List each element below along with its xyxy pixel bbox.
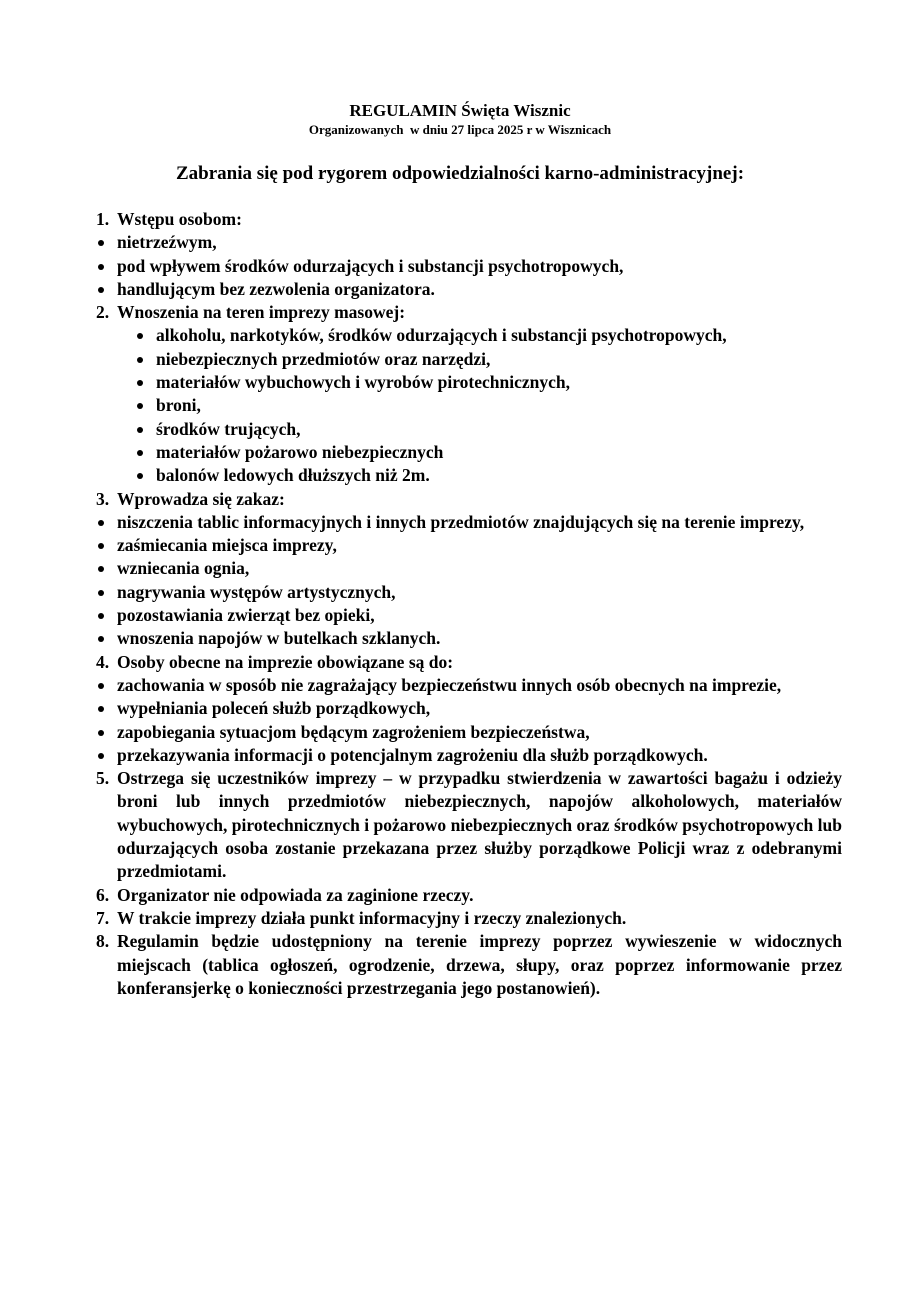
list-item: niebezpiecznych przedmiotów oraz narzędzi, (135, 348, 842, 371)
list-item: nagrywania występów artystycznych, (96, 581, 842, 604)
list-item: wypełniania poleceń służb porządkowych, (96, 697, 842, 720)
list-item: pozostawiania zwierząt bez opieki, (96, 604, 842, 627)
section-number: 7. (96, 907, 110, 928)
list-item: balonów ledowych dłuższych niż 2m. (135, 464, 842, 487)
section-number: 2. (96, 302, 110, 323)
section-number: 6. (96, 884, 110, 905)
list-item: zachowania w sposób nie zagrażający bezpieczeństwu innych osób obecnych na imprezie, (96, 674, 842, 697)
section-heading: Osoby obecne na imprezie obowiązane są do: (117, 651, 454, 672)
list-item: zaśmiecania miejsca imprezy, (96, 534, 842, 557)
list-item: materiałów wybuchowych i wyrobów pirotechnicznych, (135, 371, 842, 394)
section-paragraph: W trakcie imprezy działa punkt informacyjny i rzeczy znalezionych. (117, 907, 627, 928)
section-heading: Wstępu osobom: (117, 209, 242, 229)
section-paragraph: Organizator nie odpowiada za zaginione rzeczy. (117, 884, 474, 905)
list-item: zapobiegania sytuacjom będącym zagrożeniem bezpieczeństwa, (96, 721, 842, 744)
section-1-items (96, 231, 842, 301)
list-item: przekazywania informacji o potencjalnym zagrożeniu dla służb porządkowych. (96, 744, 842, 767)
list-item: handlującym bez zezwolenia organizatora. (96, 278, 842, 301)
section-2-items (96, 324, 842, 487)
list-item: pod wpływem środków odurzających i substancji psychotropowych, (96, 255, 842, 278)
list-item: środków trujących, (135, 418, 842, 441)
section-6 (96, 884, 842, 907)
section-4 (96, 651, 842, 674)
list-item: nietrzeźwym, (96, 231, 842, 254)
section-2 (96, 301, 842, 324)
section-number: 4. (96, 651, 110, 672)
document-title: REGULAMIN Święta Wisznic (349, 101, 571, 120)
section-heading: Wprowadza się zakaz: (117, 488, 285, 509)
section-paragraph: Ostrzega się uczestników imprezy – w przypadku stwierdzenia w zawartości bagażu i odzieży broni lub innych przedmiotów niebezpiecznych, napojów alkoholowych, materiałów wybuchowych, pirotechnicznych i pożarowo niebezpiecznych oraz środków psychotropowych lub odurzających osoba zostanie przekazana przez służby porządkowe Policji wraz z odebranymi przedmiotami. (117, 768, 842, 882)
list-item: wzniecania ognia, (96, 557, 842, 580)
section-number: 1. (96, 209, 110, 229)
section-number: 3. (96, 488, 110, 509)
section-8 (96, 930, 842, 1000)
section-7 (96, 907, 842, 930)
document-intro: Zabrania się pod rygorem odpowiedzialności karno-administracyjnej: (175, 163, 745, 184)
list-item: materiałów pożarowo niebezpiecznych (135, 441, 842, 464)
section-5 (96, 767, 842, 883)
list-item: broni, (135, 394, 842, 417)
section-heading: Wnoszenia na teren imprezy masowej: (117, 302, 406, 323)
section-paragraph: Regulamin będzie udostępniony na terenie imprezy poprzez wywieszenie w widocznych miejscach (tablica ogłoszeń, ogrodzenie, drzewa, słupy, oraz poprzez informowanie przez konferansjerkę o konieczności przestrzegania jego postanowień). (117, 931, 842, 998)
section-3-items (96, 511, 842, 651)
list-item: wnoszenia napojów w butelkach szklanych. (96, 627, 842, 650)
regulations-list (96, 208, 842, 1000)
section-number: 5. (96, 768, 110, 789)
section-3 (96, 488, 842, 511)
list-item: alkoholu, narkotyków, środków odurzających i substancji psychotropowych, (135, 324, 842, 347)
section-4-items (96, 674, 842, 767)
section-1 (96, 208, 842, 231)
section-number: 8. (96, 931, 110, 952)
list-item: niszczenia tablic informacyjnych i innych przedmiotów znajdujących się na terenie imprezy, (96, 511, 842, 534)
document-subtitle: Organizowanych w dniu 27 lipca 2025 r w Wisznicach (308, 122, 612, 137)
